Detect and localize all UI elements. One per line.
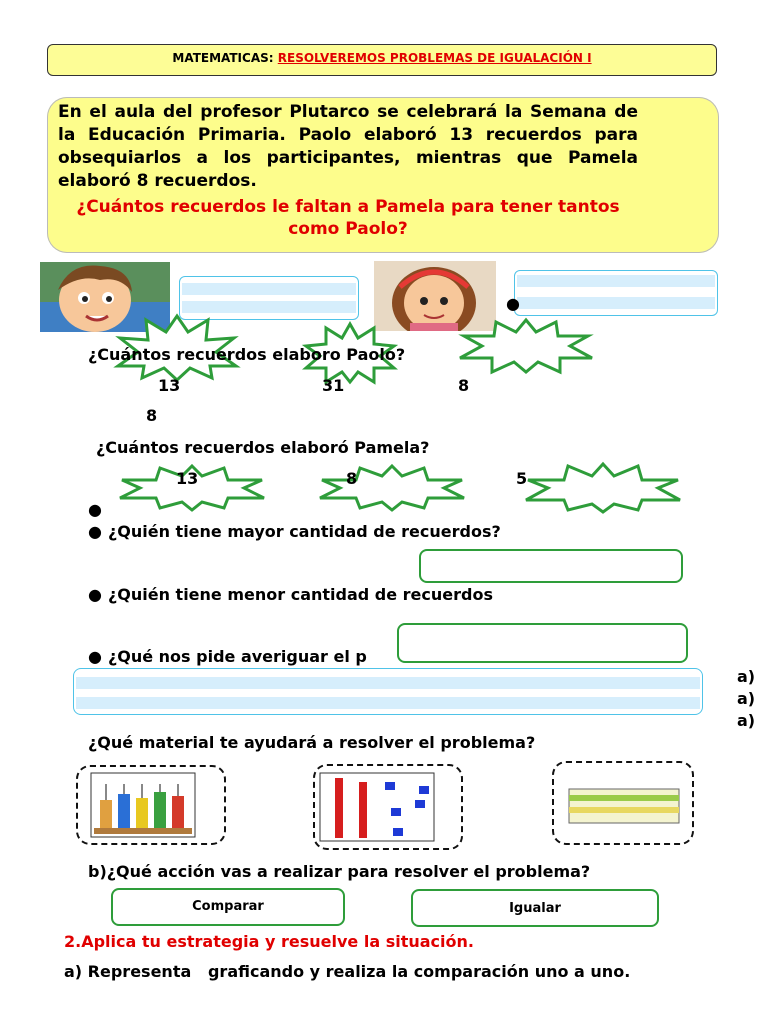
problem-text: En el aula del profesor Plutarco se celebrará la Semana de la Educación Primaria. Paolo elaboró 13 recuerdos para obsequiarlos a los participantes, mientras que Pamela elaboró 8 recuerdos. <box>58 102 638 191</box>
option-paolo-3[interactable]: 8 <box>458 376 470 395</box>
compare-button[interactable]: Comparar <box>111 888 345 926</box>
starburst-6 <box>520 460 686 514</box>
stray-number: 8 <box>146 406 158 425</box>
option-paolo-1[interactable]: 13 <box>158 376 181 395</box>
option-pamela-3[interactable]: 5 <box>516 469 528 488</box>
section-2-title: 2.Aplica tu estrategia y resuelve la situación. <box>64 932 474 951</box>
bullet-dot: ● <box>506 294 520 313</box>
question-paolo: ¿Cuántos recuerdos elaboro Paolo? <box>88 345 406 364</box>
subject-label: MATEMATICAS: <box>172 51 274 65</box>
averiguar-answer-box[interactable] <box>73 668 703 715</box>
option-paolo-2[interactable]: 31 <box>322 376 345 395</box>
question-action <box>88 862 590 881</box>
question-averiguar: ● ¿Qué nos pide averiguar el p <box>88 647 367 666</box>
question-action-text: ¿Qué acción vas a realizar para resolver el problema? <box>106 862 591 881</box>
question-pamela: ¿Cuántos recuerdos elaboró Pamela? <box>96 438 430 457</box>
topic-label: RESOLVEREMOS PROBLEMAS DE IGUALACIÓN I <box>277 51 592 65</box>
question-action-prefix: b) <box>88 862 107 881</box>
base-ten-blocks-icon <box>319 772 435 842</box>
answer-menor-box[interactable] <box>397 623 688 663</box>
side-label-2: a) <box>737 689 756 708</box>
question-mayor: ● ¿Quién tiene mayor cantidad de recuerdos? <box>88 522 501 541</box>
abacus-icon <box>90 772 196 838</box>
problem-question: ¿Cuántos recuerdos le faltan a Pamela para tener tantos como Paolo? <box>76 197 620 239</box>
option-pamela-2[interactable]: 8 <box>346 469 358 488</box>
material-base-ten-frame[interactable] <box>313 764 463 850</box>
material-abacus-frame[interactable] <box>76 765 226 845</box>
question-material: ¿Qué material te ayudará a resolver el problema? <box>88 733 536 752</box>
equalize-button[interactable]: Igualar <box>411 889 659 927</box>
title-bar <box>47 44 717 76</box>
section-2-instruction: a) Representa graficando y realiza la comparación uno a uno. <box>64 962 631 981</box>
bullet-dot-empty: ● <box>88 500 102 519</box>
number-strips-icon <box>568 785 680 825</box>
side-label-1: a) <box>737 667 756 686</box>
answer-mayor-box[interactable] <box>419 549 683 583</box>
question-menor: ● ¿Quién tiene menor cantidad de recuerdos <box>88 585 493 604</box>
pamela-answer-box[interactable] <box>514 270 718 316</box>
starburst-3 <box>456 316 596 376</box>
starburst-5 <box>316 462 468 512</box>
material-strips-frame[interactable] <box>552 761 694 845</box>
option-pamela-1[interactable]: 13 <box>176 469 199 488</box>
side-label-3: a) <box>737 711 756 730</box>
